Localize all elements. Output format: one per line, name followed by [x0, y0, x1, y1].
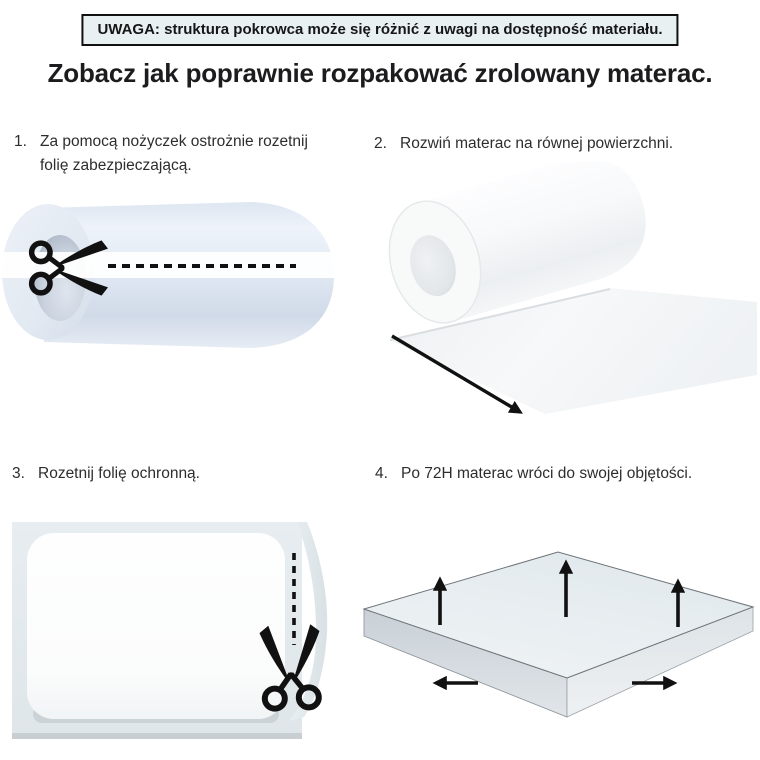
step-2-text: Rozwiń materac na równej powierzchni.: [400, 135, 674, 152]
flat-mattress: [27, 533, 285, 719]
expanding-mattress-graphic: [364, 552, 753, 717]
unrolling-mattress-graphic: [376, 162, 757, 414]
rolled-mattress-graphic: [0, 202, 340, 348]
step-2-caption: [374, 132, 754, 156]
illustration-step1-rolled-mattress: [0, 190, 340, 435]
step-3-number: 3.: [12, 465, 25, 482]
illustration-step4-expanding: [360, 505, 760, 760]
foil-bottom-shadow: [12, 733, 302, 739]
step-1-number: 1.: [14, 133, 27, 150]
step-1-caption: [14, 130, 340, 178]
notice-banner-text: UWAGA: struktura pokrowca może się różnić z uwagi na dostępność materiału.: [97, 21, 663, 38]
step-4-text: Po 72H materac wróci do swojej objętości.: [401, 465, 693, 482]
illustration-step2-unrolling: [360, 162, 760, 430]
step-4-caption: [375, 462, 757, 486]
step-3-text: Rozetnij folię ochronną.: [38, 465, 200, 482]
step-2-number: 2.: [374, 135, 387, 152]
step-1-text: Za pomocą nożyczek ostrożnie rozetnij folię zabezpieczającą.: [40, 133, 308, 175]
step-4-number: 4.: [375, 465, 388, 482]
step-3-caption: [12, 462, 352, 486]
foil-cut-graphic: [12, 522, 327, 739]
notice-banner: [81, 14, 678, 46]
page-title: Zobacz jak poprawnie rozpakować zrolowany materac.: [47, 58, 713, 88]
illustration-step3-foil-cut: [0, 505, 345, 760]
